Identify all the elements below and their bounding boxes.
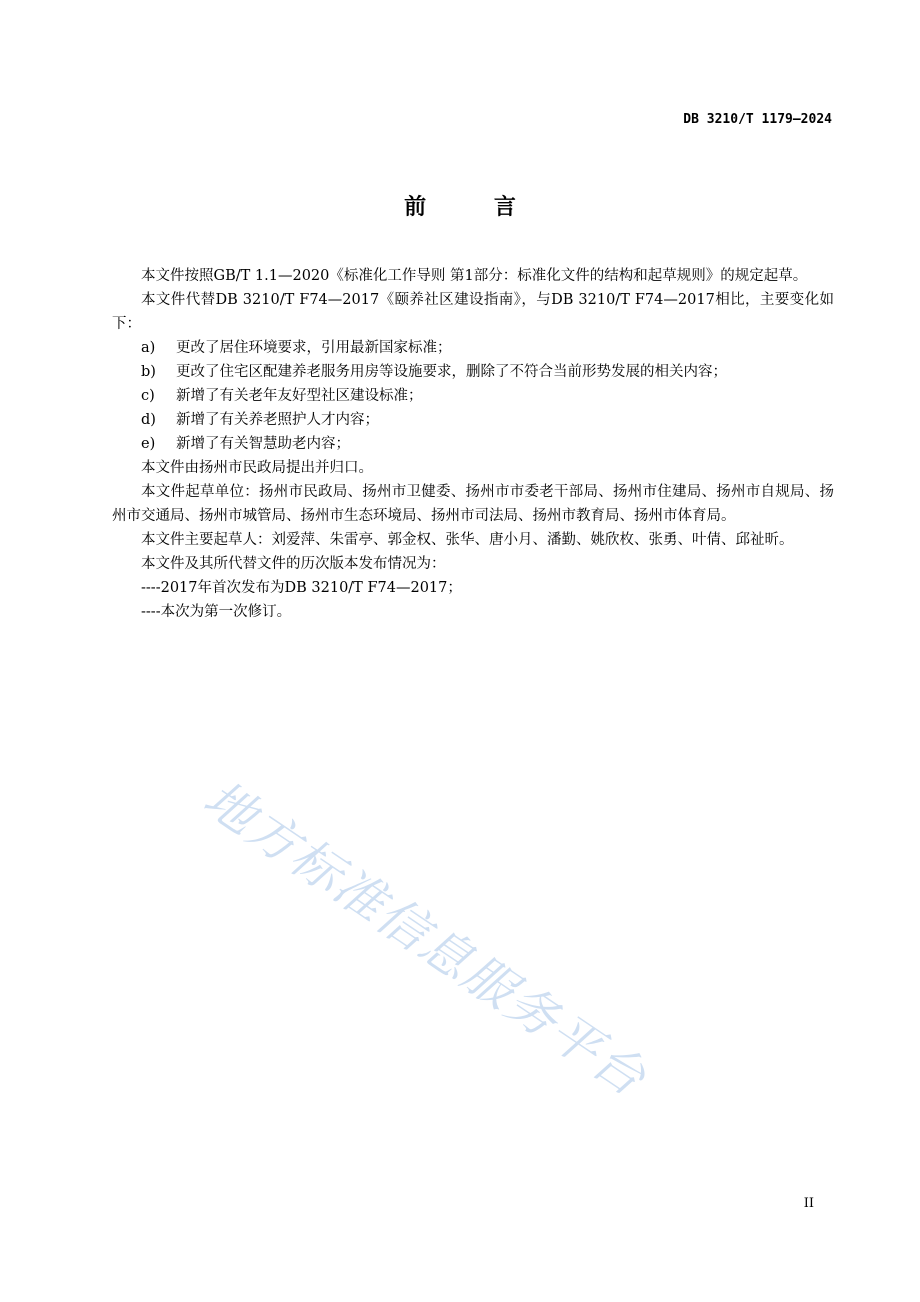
paragraph-drafting-rules: 本文件按照GB/T 1.1—2020《标准化工作导则 第1部分：标准化文件的结构和起草规则》的规定起草。 (141, 268, 808, 284)
paragraph-replacement: 本文件代替DB 3210/T F74—2017《颐养社区建设指南》，与DB 3210/T F74—2017相比，主要变化如下： (112, 292, 834, 332)
paragraph-proposer: 本文件由扬州市民政局提出并归口。 (141, 460, 373, 476)
changes-list (112, 336, 834, 456)
list-item-marker: a) (141, 340, 156, 356)
list-item-marker: e) (141, 436, 156, 452)
list-item (112, 408, 834, 432)
foreword-body (112, 264, 834, 624)
history-item: ----2017年首次发布为DB 3210/T F74—2017； (141, 580, 462, 596)
list-item-text: 更改了住宅区配建养老服务用房等设施要求，删除了不符合当前形势发展的相关内容； (176, 364, 727, 380)
history-item: ----本次为第一次修订。 (141, 604, 292, 620)
paragraph-drafting-units: 本文件起草单位：扬州市民政局、扬州市卫健委、扬州市市委老干部局、扬州市住建局、扬州市自规局、扬州市交通局、扬州市城管局、扬州市生态环境局、扬州市司法局、扬州市教育局、扬州市体育局。 (112, 484, 834, 524)
version-history (112, 576, 834, 624)
list-item (112, 360, 834, 384)
page-number: II (803, 1196, 814, 1211)
list-item-text: 更改了居住环境要求，引用最新国家标准； (176, 340, 452, 356)
list-item (112, 384, 834, 408)
list-item (112, 336, 834, 360)
list-item (112, 432, 834, 456)
paragraph-drafters: 本文件主要起草人：刘爱萍、朱雷亭、郭金权、张华、唐小月、潘勤、姚欣枚、张勇、叶倩、邱祉昕。 (141, 532, 794, 548)
page-title: 前 言 (404, 195, 546, 220)
list-item-marker: c) (141, 388, 155, 404)
list-item-text: 新增了有关智慧助老内容； (176, 436, 350, 452)
list-item-text: 新增了有关老年友好型社区建设标准； (176, 388, 423, 404)
list-item-text: 新增了有关养老照护人才内容； (176, 412, 379, 428)
document-number: DB 3210/T 1179—2024 (683, 112, 832, 127)
paragraph-history-intro: 本文件及其所代替文件的历次版本发布情况为： (141, 556, 446, 572)
watermark: 地方标准信息服务平台 (193, 769, 657, 1108)
list-item-marker: b) (141, 364, 156, 380)
list-item-marker: d) (141, 412, 156, 428)
